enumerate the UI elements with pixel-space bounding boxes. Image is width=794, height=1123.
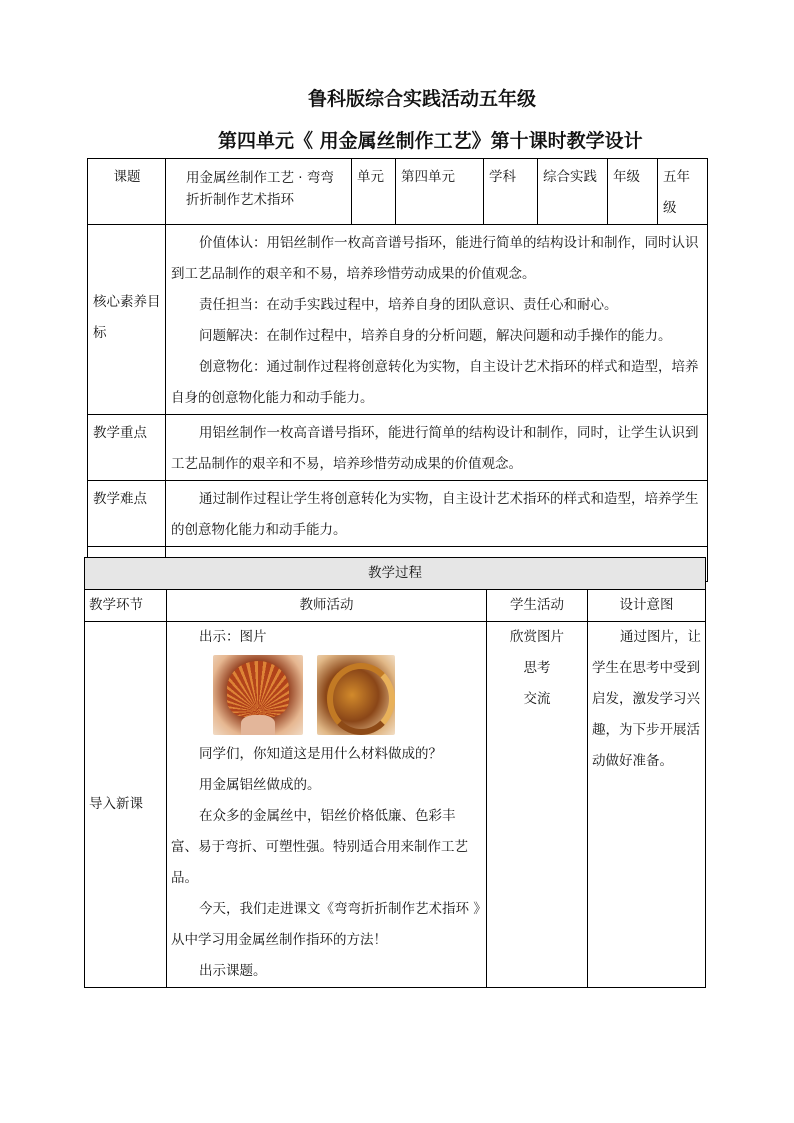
document-subtitle: 第四单元《 用金属丝制作工艺》第十课时教学设计 — [218, 130, 643, 152]
table-row — [88, 415, 708, 481]
grade-label: 年级 — [608, 159, 658, 225]
table-row — [85, 558, 706, 590]
teacher-activity-paragraph: 出示课题。 — [199, 963, 267, 979]
subject-label: 学科 — [484, 159, 538, 225]
core-goal-label: 核心素养目标 — [88, 225, 166, 415]
core-goal-paragraph: 创意物化：通过制作过程将创意转化为实物，自主设计艺术指环的样式和造型，培养自身的创意物化能力和动手能力。 — [171, 359, 699, 406]
core-goal-content — [166, 225, 708, 415]
core-goal-paragraph: 问题解决：在制作过程中，培养自身的分析问题，解决问题和动手操作的能力。 — [199, 328, 672, 344]
unit-label: 单元 — [352, 159, 396, 225]
teacher-activity-paragraph: 用金属铝丝做成的。 — [199, 777, 321, 793]
column-header: 学生活动 — [487, 590, 588, 622]
teaching-process-table — [84, 557, 706, 988]
aluminum-wire-dragon-image — [317, 655, 395, 735]
student-activity-item: 思考 — [523, 660, 551, 676]
aluminum-wire-peacock-image — [213, 655, 303, 735]
core-goal-paragraph: 价值体认：用铝丝制作一枚高音谱号指环，能进行简单的结构设计和制作，同时认识到工艺品制作的艰辛和不易，培养珍惜劳动成果的价值观念。 — [171, 235, 699, 282]
topic-label: 课题 — [88, 159, 166, 225]
difficulty-label: 教学难点 — [88, 481, 166, 547]
unit-value: 第四单元 — [396, 159, 484, 225]
teacher-activity-paragraph: 同学们，你知道这是用什么材料做成的？ — [199, 746, 442, 762]
column-header: 设计意图 — [588, 590, 706, 622]
grade-value: 五年级 — [658, 159, 708, 225]
teacher-activity-show: 出示：图片 — [199, 629, 267, 645]
table-row — [85, 622, 706, 988]
core-goal-paragraph: 责任担当：在动手实践过程中，培养自身的团队意识、责任心和耐心。 — [199, 297, 618, 313]
stage-cell: 导入新课 — [85, 622, 167, 988]
student-activity-item: 欣赏图片 — [510, 629, 564, 645]
column-header: 教学环节 — [85, 590, 167, 622]
student-activity-item: 交流 — [523, 691, 551, 707]
column-header: 教师活动 — [167, 590, 487, 622]
key-point-text: 用铝丝制作一枚高音谱号指环，能进行简单的结构设计和制作，同时，让学生认识到工艺品制作的艰辛和不易，培养珍惜劳动成果的价值观念。 — [166, 415, 708, 481]
table-row — [85, 590, 706, 622]
teacher-activity-paragraph: 在众多的金属丝中，铝丝价格低廉、色彩丰富、易于弯折、可塑性强。特别适合用来制作工艺品。 — [171, 808, 468, 886]
teacher-activity-cell — [167, 622, 487, 988]
table-row — [88, 481, 708, 547]
student-activity-cell — [487, 622, 588, 988]
image-group — [213, 655, 482, 735]
document-title: 鲁科版综合实践活动五年级 — [307, 88, 536, 110]
table-row — [88, 225, 708, 415]
lesson-info-table — [87, 158, 708, 582]
subject-value: 综合实践 — [538, 159, 608, 225]
topic-value: 用金属丝制作工艺 · 弯弯折折制作艺术指环 — [166, 159, 352, 225]
process-heading: 教学过程 — [85, 558, 706, 590]
teacher-activity-paragraph: 今天，我们走进课文《弯弯折折制作艺术指环 》从中学习用金属丝制作指环的方法！ — [171, 901, 481, 948]
table-row — [88, 159, 708, 225]
design-intent-cell: 通过图片，让学生在思考中受到启发，激发学习兴趣，为下步开展活动做好准备。 — [588, 622, 706, 988]
difficulty-text: 通过制作过程让学生将创意转化为实物，自主设计艺术指环的样式和造型，培养学生的创意物化能力和动手能力。 — [166, 481, 708, 547]
key-point-label: 教学重点 — [88, 415, 166, 481]
